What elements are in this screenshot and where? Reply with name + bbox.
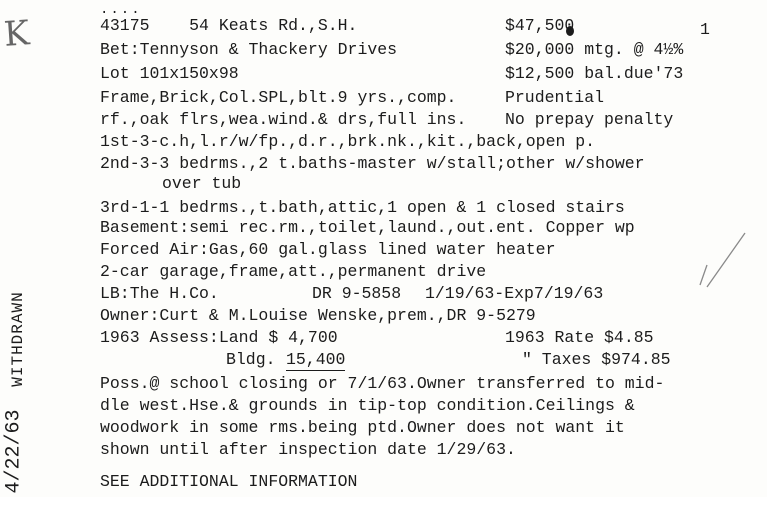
line-broker-phone: DR 9-5858	[312, 284, 402, 303]
line-construction: Frame,Brick,Col.SPL,blt.9 yrs.,comp.	[100, 88, 457, 107]
line-remarks-3: woodwork in some rms.being ptd.Owner does not want it	[100, 418, 625, 437]
line-lot: Lot 101x150x98	[100, 64, 239, 83]
top-dots: ....	[100, 2, 142, 18]
line-second-floor-cont: over tub	[162, 174, 242, 193]
line-taxes: " Taxes $974.85	[522, 350, 671, 369]
line-basement: Basement:semi rec.rm.,toilet,laund.,out.ent. Copper wp	[100, 218, 635, 237]
line-remarks-1: Poss.@ school closing or 7/1/63.Owner transferred to mid-	[100, 374, 665, 393]
line-third-floor: 3rd-1-1 bedrms.,t.bath,attic,1 open & 1 closed stairs	[100, 198, 625, 217]
line-price: $47,500	[505, 16, 575, 35]
line-mortgage: $20,000 mtg. @ 4½%	[505, 40, 684, 59]
line-lender: Prudential	[505, 88, 605, 107]
line-features: rf.,oak flrs,wea.wind.& drs,full ins.	[100, 110, 467, 129]
pen-check-mark	[695, 225, 755, 295]
line-first-floor: 1st-3-c.h,l.r/w/fp.,d.r.,brk.nk.,kit.,back,open p.	[100, 132, 596, 151]
line-heating: Forced Air:Gas,60 gal.glass lined water heater	[100, 240, 556, 259]
line-garage: 2-car garage,frame,att.,permanent drive	[100, 262, 487, 281]
line-owner: Owner:Curt & M.Louise Wenske,prem.,DR 9-5279	[100, 306, 536, 325]
line-assessment-bldg-value: 15,400	[286, 350, 346, 369]
line-prepay: No prepay penalty	[505, 110, 674, 129]
line-see-additional: SEE ADDITIONAL INFORMATION	[100, 472, 358, 491]
line-assessment-land: 1963 Assess:Land $ 4,700	[100, 328, 338, 347]
line-remarks-2: dle west.Hse.& grounds in tip-top condition.Ceilings &	[100, 396, 635, 415]
line-between: Bet:Tennyson & Thackery Drives	[100, 40, 398, 59]
page-number: 1	[700, 20, 710, 39]
line-listing-broker: LB:The H.Co.	[100, 284, 219, 303]
line-listing-dates: 1/19/63-Exp7/19/63	[425, 284, 604, 303]
line-remarks-4: shown until after inspection date 1/29/63.	[100, 440, 516, 459]
withdrawn-stamp: WITHDRAWN	[9, 291, 27, 387]
line-assessment-bldg-label: Bldg.	[226, 350, 276, 369]
line-tax-rate: 1963 Rate $4.85	[505, 328, 654, 347]
line-second-floor: 2nd-3-3 bedrms.,2 t.baths-master w/stall;other w/shower	[100, 154, 645, 173]
line-balance: $12,500 bal.due'73	[505, 64, 684, 83]
withdrawn-date-stamp: 4/22/63	[2, 409, 26, 494]
corner-letter-mark: K	[2, 13, 31, 55]
line-address: 43175 54 Keats Rd.,S.H.	[100, 16, 358, 35]
